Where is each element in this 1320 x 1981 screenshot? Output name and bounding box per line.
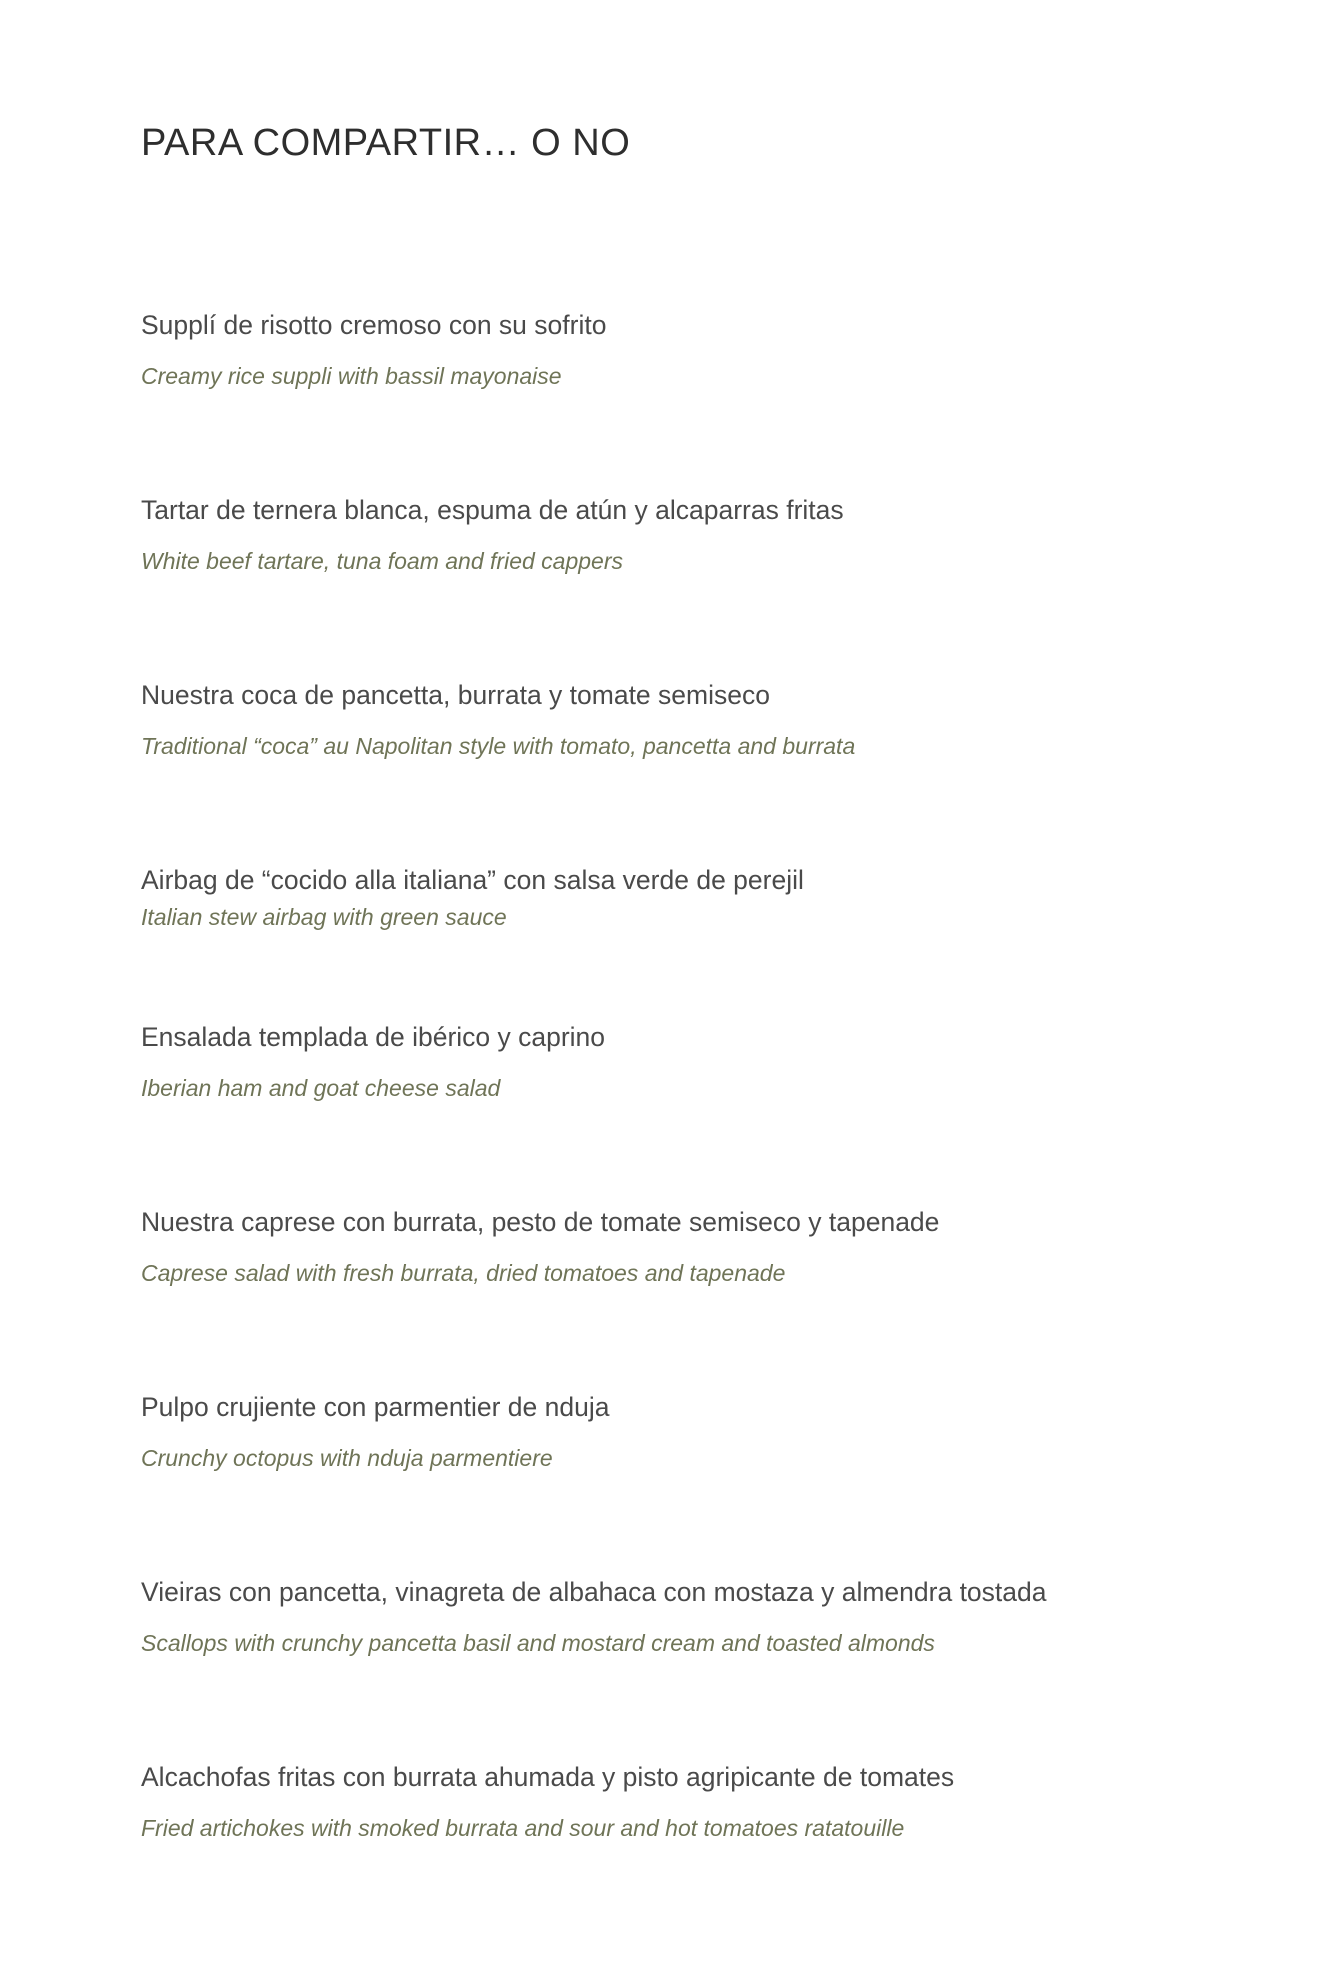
dish-name-english: Iberian ham and goat cheese salad (141, 1075, 501, 1101)
dish-name-spanish: Supplí de risotto cremoso con su sofrito (141, 310, 607, 340)
dish-name-english: Crunchy octopus with nduja parmentiere (141, 1445, 553, 1471)
dish-name-english: Caprese salad with fresh burrata, dried tomatoes and tapenade (141, 1260, 786, 1286)
menu-item (141, 1205, 1241, 1288)
dish-name-spanish: Nuestra coca de pancetta, burrata y tomate semiseco (141, 680, 770, 710)
dish-name-english: Traditional “coca” au Napolitan style with tomato, pancetta and burrata (141, 733, 856, 759)
dish-name-english: White beef tartare, tuna foam and fried cappers (141, 548, 623, 574)
menu-item (141, 493, 1241, 576)
dish-name-spanish: Airbag de “cocido alla italiana” con salsa verde de perejil (141, 865, 804, 895)
dish-name-english: Fried artichokes with smoked burrata and sour and hot tomatoes ratatouille (141, 1815, 905, 1841)
menu-item (141, 1760, 1241, 1843)
dish-name-spanish: Nuestra caprese con burrata, pesto de tomate semiseco y tapenade (141, 1207, 940, 1237)
menu-item (141, 1020, 1241, 1103)
dish-name-spanish: Vieiras con pancetta, vinagreta de albahaca con mostaza y almendra tostada (141, 1577, 1047, 1607)
menu-item (141, 678, 1241, 761)
menu-item (141, 1575, 1241, 1658)
dish-name-english: Italian stew airbag with green sauce (141, 904, 507, 930)
dish-name-spanish: Tartar de ternera blanca, espuma de atún y alcaparras fritas (141, 495, 844, 525)
dish-name-spanish: Ensalada templada de ibérico y caprino (141, 1022, 606, 1052)
dish-name-english: Scallops with crunchy pancetta basil and mostard cream and toasted almonds (141, 1630, 935, 1656)
dish-name-english: Creamy rice suppli with bassil mayonaise (141, 363, 562, 389)
page-title: PARA COMPARTIR… O NO (141, 122, 631, 164)
menu-item (141, 308, 1241, 391)
menu-item (141, 863, 1241, 932)
dish-name-spanish: Pulpo crujiente con parmentier de nduja (141, 1392, 610, 1422)
menu-item (141, 1390, 1241, 1473)
dish-name-spanish: Alcachofas fritas con burrata ahumada y pisto agripicante de tomates (141, 1762, 955, 1792)
